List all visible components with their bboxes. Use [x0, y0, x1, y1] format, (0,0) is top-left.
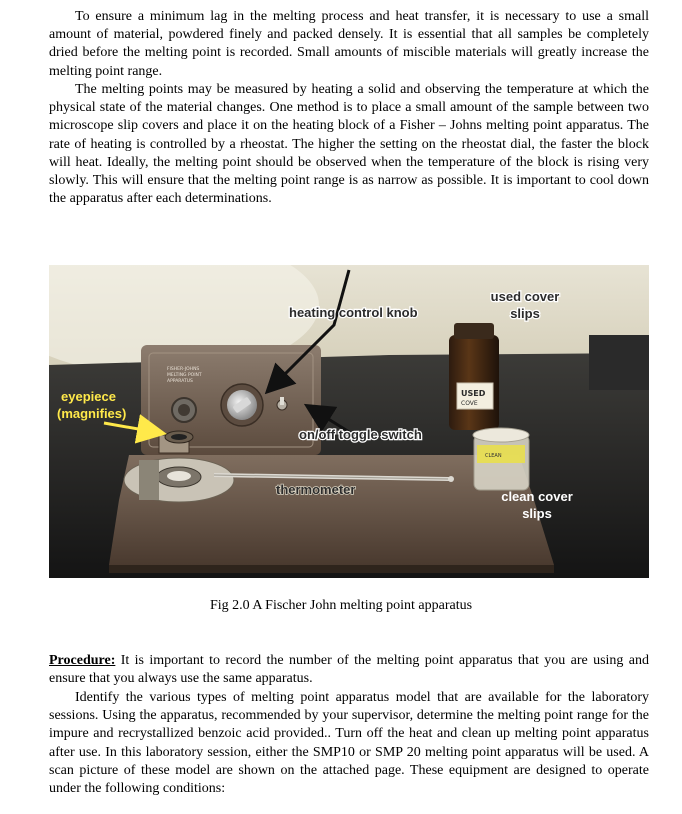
brand-line-2: MELTING POINT	[167, 373, 202, 378]
apparatus-photo	[49, 265, 649, 578]
figure-caption: Fig 2.0 A Fischer John melting point apparatus	[209, 598, 473, 613]
paragraph-procedure	[49, 652, 649, 688]
label-toggle-switch: on/off toggle switch	[299, 427, 422, 442]
label-thermometer: thermometer	[276, 482, 356, 497]
paragraph-identify-apparatus: Identify the various types of melting point apparatus model that are available for the laboratory sessions. Using the apparatus, recommended by your supervisor, determine the melting point range for the impure and recrystallized benzoic acid provided.. Turn off the heat and clean up melting point apparatus after use. In this laboratory session, either the SMP10 or SMP 20 melting point apparatus will be used. A scan picture of these model are shown on the attached page. These equipment are designed to operate under the following conditions:	[49, 690, 649, 797]
label-heating-control-knob: heating control knob	[289, 305, 418, 320]
clean-jar-label-text: CLEAN	[485, 453, 502, 459]
brand-line-1: FISHER-JOHNS	[167, 367, 200, 372]
label-eyepiece-line-1: eyepiece	[61, 389, 116, 404]
label-clean-cover-line-2: slips	[522, 506, 552, 521]
label-used-cover-line-2: slips	[510, 306, 540, 321]
procedure-text: It is important to record the number of the melting point apparatus that you are using and ensure that you always use the same apparatus.	[49, 653, 649, 687]
paragraph-sample-prep: To ensure a minimum lag in the melting process and heat transfer, it is necessary to use a small amount of material, powdered finely and packed densely. It is essential that all samples be completely dried before the melting point is recorded. Small amounts of miscible materials will greatly increase the melting point range.	[49, 9, 649, 79]
brand-line-3: APPARATUS	[167, 379, 193, 384]
used-jar-label-text-2: COVE	[461, 400, 478, 407]
label-eyepiece-line-2: (magnifies)	[57, 406, 127, 421]
used-jar-label-text: USED	[461, 389, 486, 398]
procedure-heading: Procedure:	[49, 653, 116, 668]
label-clean-cover-line-1: clean cover	[501, 489, 573, 504]
paragraph-melting-method: The melting points may be measured by heating a solid and observing the temperature at which the physical state of the material changes. One method is to place a small amount of the sample between two microscope slip covers and place it on the heating block of a Fisher – Johns melting point apparatus. The rate of heating is controlled by a rheostat. The higher the setting on the rheostat dial, the faster the block will heat. Ideally, the melting point should be observed when the temperature of the block is rising very slowly. This will ensure that the melting point range is as narrow as possible. It is important to cool down the apparatus after each determinations.	[49, 82, 649, 207]
label-used-cover-line-1: used cover	[490, 289, 560, 304]
